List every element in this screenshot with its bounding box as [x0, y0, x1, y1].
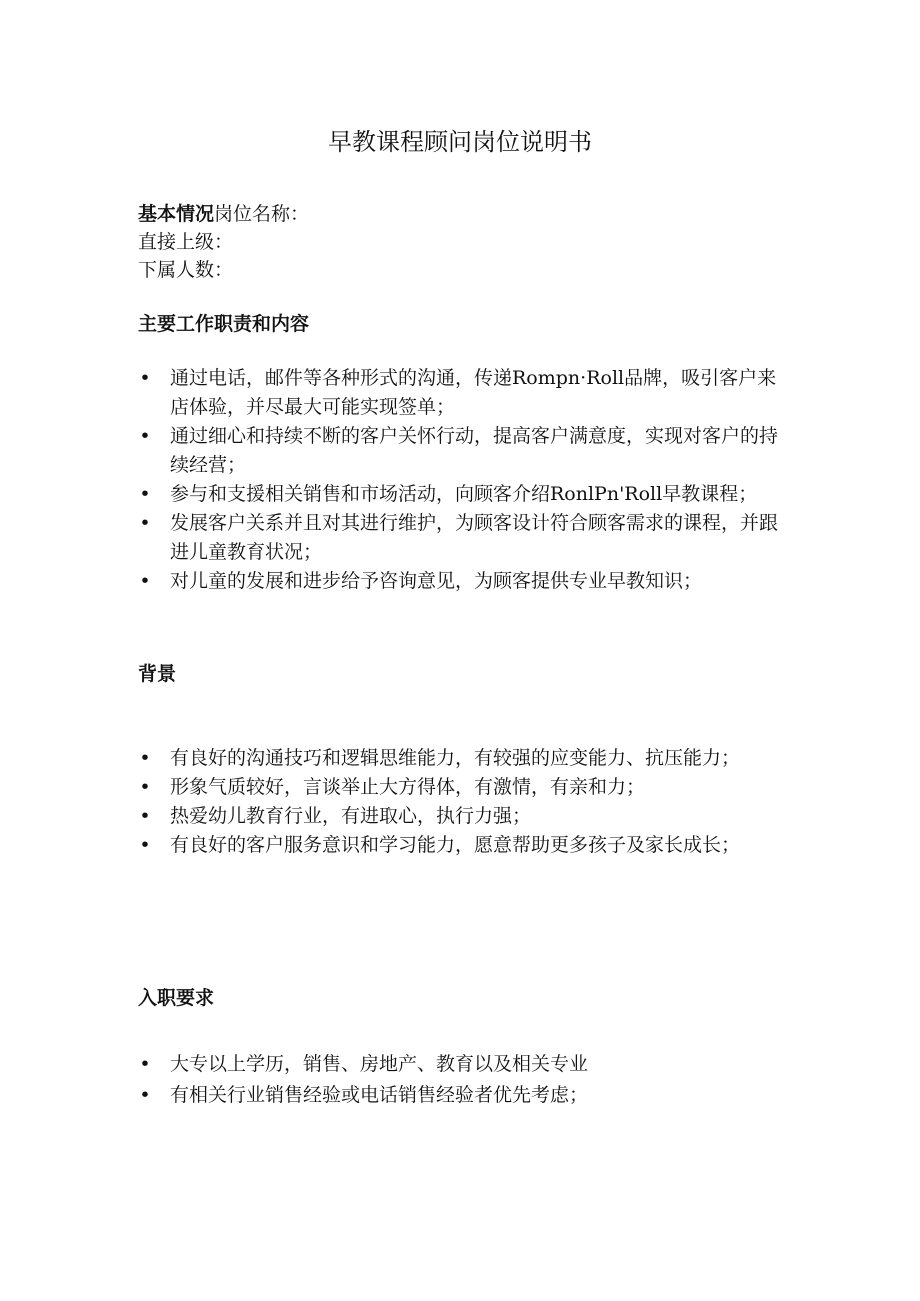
- list-item: • 发展客户关系并且对其进行维护，为顾客设计符合顾客需求的课程，并跟进儿童教育状况；: [138, 509, 788, 567]
- basic-info-heading: 基本情况: [138, 203, 215, 225]
- list-item: • 热爱幼儿教育行业，有进取心，执行力强；: [138, 802, 788, 831]
- list-item: • 大专以上学历，销售、房地产、教育以及相关专业: [138, 1050, 788, 1079]
- bullet-icon: •: [139, 367, 151, 389]
- requirements-list: [138, 1050, 788, 1110]
- direct-superior-label: 直接上级：: [138, 231, 234, 253]
- list-item: • 参与和支援相关销售和市场活动，向顾客介绍RonlPn'Roll早教课程；: [138, 480, 788, 509]
- list-item: • 对儿童的发展和进步给予咨询意见，为顾客提供专业早教知识；: [138, 567, 788, 596]
- duties-heading: 主要工作职责和内容: [138, 313, 310, 335]
- list-item: • 有相关行业销售经验或电话销售经验者优先考虑；: [138, 1081, 788, 1110]
- basic-info-line: [138, 200, 309, 228]
- bullet-icon: •: [139, 1053, 151, 1075]
- requirements-heading: 入职要求: [138, 987, 215, 1009]
- list-item: • 有良好的客户服务意识和学习能力，愿意帮助更多孩子及家长成长；: [138, 831, 788, 860]
- bullet-icon: •: [139, 776, 151, 798]
- duties-list: [138, 364, 788, 596]
- bullet-icon: •: [139, 1084, 151, 1106]
- bullet-icon: •: [139, 747, 151, 769]
- bullet-icon: •: [139, 834, 151, 856]
- list-item: • 通过电话，邮件等各种形式的沟通，传递Rompn·Roll品牌，吸引客户来店体验，并尽最大可能实现签单；: [138, 364, 788, 422]
- background-heading: 背景: [138, 663, 177, 685]
- list-item: • 通过细心和持续不断的客户关怀行动，提高客户满意度，实现对客户的持续经营；: [138, 422, 788, 480]
- bullet-icon: •: [139, 570, 151, 592]
- subordinate-count-label: 下属人数：: [138, 259, 234, 281]
- position-name-label: 岗位名称：: [214, 203, 310, 225]
- bullet-icon: •: [139, 425, 151, 447]
- bullet-icon: •: [139, 805, 151, 827]
- bullet-icon: •: [139, 483, 151, 505]
- list-item: • 有良好的沟通技巧和逻辑思维能力，有较强的应变能力、抗压能力；: [138, 744, 788, 773]
- bullet-icon: •: [139, 512, 151, 534]
- background-list: [138, 744, 788, 860]
- list-item: • 形象气质较好，言谈举止大方得体，有激情，有亲和力；: [138, 773, 788, 802]
- document-title: 早教课程顾问岗位说明书: [328, 128, 592, 156]
